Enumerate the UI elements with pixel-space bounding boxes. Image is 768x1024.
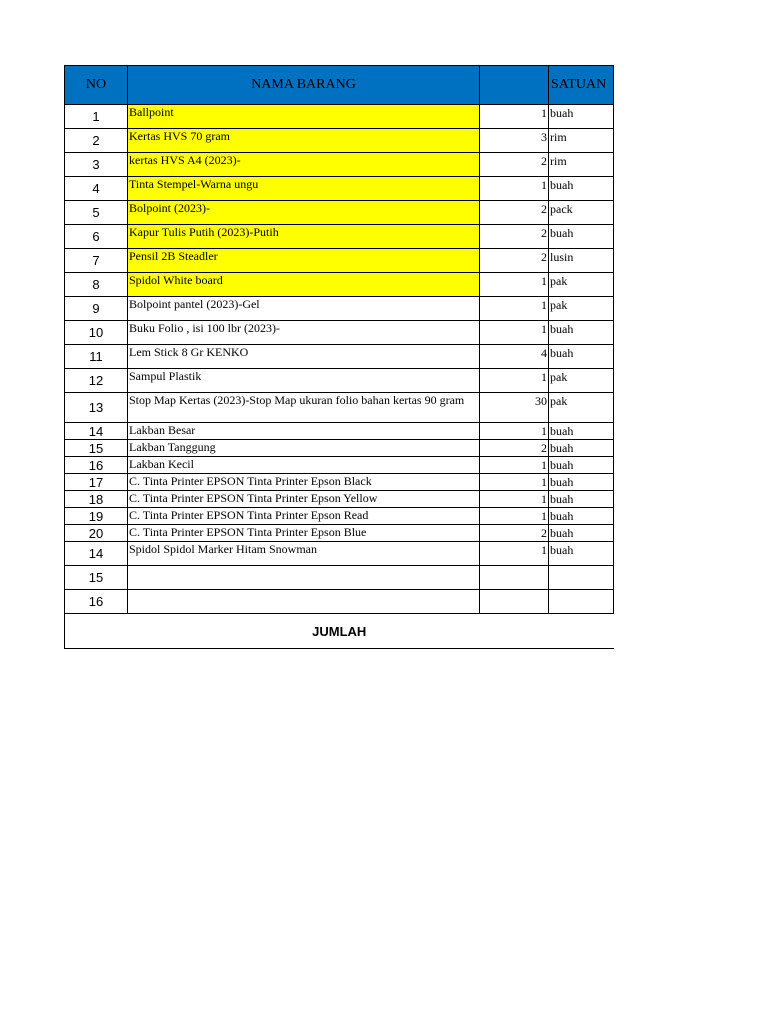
table-row xyxy=(65,525,614,542)
table-row xyxy=(65,491,614,508)
item-unit: pack xyxy=(549,201,614,225)
item-name: Tinta Stempel-Warna ungu xyxy=(128,177,480,201)
item-qty xyxy=(480,590,549,614)
row-number: 1 xyxy=(65,105,128,129)
table-row xyxy=(65,345,614,369)
item-unit: buah xyxy=(549,423,614,440)
table-row xyxy=(65,129,614,153)
table-row xyxy=(65,249,614,273)
item-unit: pak xyxy=(549,297,614,321)
item-qty: 1 xyxy=(480,423,549,440)
jumlah-label: JUMLAH xyxy=(65,614,614,649)
footer-row xyxy=(65,614,614,649)
header-nama-barang: NAMA BARANG xyxy=(128,66,480,105)
item-unit: lusin xyxy=(549,249,614,273)
item-unit: pak xyxy=(549,273,614,297)
item-name: C. Tinta Printer EPSON Tinta Printer Epson Read xyxy=(128,508,480,525)
item-unit: buah xyxy=(549,508,614,525)
row-number: 3 xyxy=(65,153,128,177)
row-number: 16 xyxy=(65,590,128,614)
item-qty: 1 xyxy=(480,177,549,201)
table-row xyxy=(65,566,614,590)
row-number: 19 xyxy=(65,508,128,525)
row-number: 6 xyxy=(65,225,128,249)
item-qty: 4 xyxy=(480,345,549,369)
row-number: 8 xyxy=(65,273,128,297)
item-qty: 1 xyxy=(480,491,549,508)
item-name: C. Tinta Printer EPSON Tinta Printer Epson Black xyxy=(128,474,480,491)
table-row xyxy=(65,542,614,566)
row-number: 11 xyxy=(65,345,128,369)
table-row xyxy=(65,393,614,423)
item-unit: rim xyxy=(549,153,614,177)
item-name: C. Tinta Printer EPSON Tinta Printer Epson Blue xyxy=(128,525,480,542)
item-unit: rim xyxy=(549,129,614,153)
item-unit: buah xyxy=(549,474,614,491)
item-unit: buah xyxy=(549,542,614,566)
item-name xyxy=(128,566,480,590)
table-row xyxy=(65,177,614,201)
item-qty: 1 xyxy=(480,542,549,566)
row-number: 15 xyxy=(65,440,128,457)
item-qty: 1 xyxy=(480,297,549,321)
table-row xyxy=(65,440,614,457)
item-table xyxy=(64,65,614,649)
item-unit: buah xyxy=(549,321,614,345)
row-number: 12 xyxy=(65,369,128,393)
row-number: 14 xyxy=(65,542,128,566)
row-number: 2 xyxy=(65,129,128,153)
row-number: 13 xyxy=(65,393,128,423)
table-row xyxy=(65,201,614,225)
table-body xyxy=(65,105,614,614)
table-row xyxy=(65,369,614,393)
item-name: Spidol Spidol Marker Hitam Snowman xyxy=(128,542,480,566)
item-name: Buku Folio , isi 100 lbr (2023)- xyxy=(128,321,480,345)
item-name: kertas HVS A4 (2023)- xyxy=(128,153,480,177)
row-number: 18 xyxy=(65,491,128,508)
item-name: Bolpoint (2023)- xyxy=(128,201,480,225)
item-unit: buah xyxy=(549,345,614,369)
item-qty: 2 xyxy=(480,153,549,177)
item-qty: 1 xyxy=(480,273,549,297)
item-unit: buah xyxy=(549,525,614,542)
item-qty: 2 xyxy=(480,525,549,542)
item-name: Stop Map Kertas (2023)-Stop Map ukuran folio bahan kertas 90 gram xyxy=(128,393,480,423)
row-number: 10 xyxy=(65,321,128,345)
item-qty: 2 xyxy=(480,249,549,273)
item-unit: buah xyxy=(549,491,614,508)
item-unit: pak xyxy=(549,393,614,423)
table-row xyxy=(65,225,614,249)
header-qty xyxy=(480,66,549,105)
item-name: Pensil 2B Steadler xyxy=(128,249,480,273)
item-qty: 2 xyxy=(480,440,549,457)
table-row xyxy=(65,105,614,129)
item-qty: 2 xyxy=(480,201,549,225)
item-unit xyxy=(549,566,614,590)
table-row xyxy=(65,474,614,491)
table-row xyxy=(65,273,614,297)
item-qty: 1 xyxy=(480,474,549,491)
item-name: Lakban Tanggung xyxy=(128,440,480,457)
table-row xyxy=(65,508,614,525)
row-number: 16 xyxy=(65,457,128,474)
item-unit: pak xyxy=(549,369,614,393)
item-qty: 1 xyxy=(480,105,549,129)
item-name xyxy=(128,590,480,614)
item-name: Kapur Tulis Putih (2023)-Putih xyxy=(128,225,480,249)
item-unit: buah xyxy=(549,440,614,457)
item-qty: 2 xyxy=(480,225,549,249)
item-qty xyxy=(480,566,549,590)
item-name: Ballpoint xyxy=(128,105,480,129)
row-number: 5 xyxy=(65,201,128,225)
item-unit: buah xyxy=(549,105,614,129)
item-name: C. Tinta Printer EPSON Tinta Printer Epson Yellow xyxy=(128,491,480,508)
item-qty: 1 xyxy=(480,457,549,474)
item-unit: buah xyxy=(549,177,614,201)
row-number: 20 xyxy=(65,525,128,542)
item-unit xyxy=(549,590,614,614)
table-row xyxy=(65,297,614,321)
row-number: 9 xyxy=(65,297,128,321)
row-number: 7 xyxy=(65,249,128,273)
table-row xyxy=(65,321,614,345)
header-no: NO xyxy=(65,66,128,105)
item-qty: 3 xyxy=(480,129,549,153)
table-row xyxy=(65,457,614,474)
table-row xyxy=(65,590,614,614)
row-number: 15 xyxy=(65,566,128,590)
header-row xyxy=(65,66,614,105)
header-satuan: SATUAN xyxy=(549,66,614,105)
table-row xyxy=(65,423,614,440)
row-number: 14 xyxy=(65,423,128,440)
item-qty: 1 xyxy=(480,508,549,525)
item-name: Lem Stick 8 Gr KENKO xyxy=(128,345,480,369)
item-name: Lakban Besar xyxy=(128,423,480,440)
table-row xyxy=(65,153,614,177)
item-unit: buah xyxy=(549,457,614,474)
row-number: 4 xyxy=(65,177,128,201)
item-name: Spidol White board xyxy=(128,273,480,297)
row-number: 17 xyxy=(65,474,128,491)
item-qty: 30 xyxy=(480,393,549,423)
item-qty: 1 xyxy=(480,321,549,345)
item-qty: 1 xyxy=(480,369,549,393)
item-unit: buah xyxy=(549,225,614,249)
item-name: Kertas HVS 70 gram xyxy=(128,129,480,153)
item-name: Sampul Plastik xyxy=(128,369,480,393)
item-name: Bolpoint pantel (2023)-Gel xyxy=(128,297,480,321)
item-name: Lakban Kecil xyxy=(128,457,480,474)
